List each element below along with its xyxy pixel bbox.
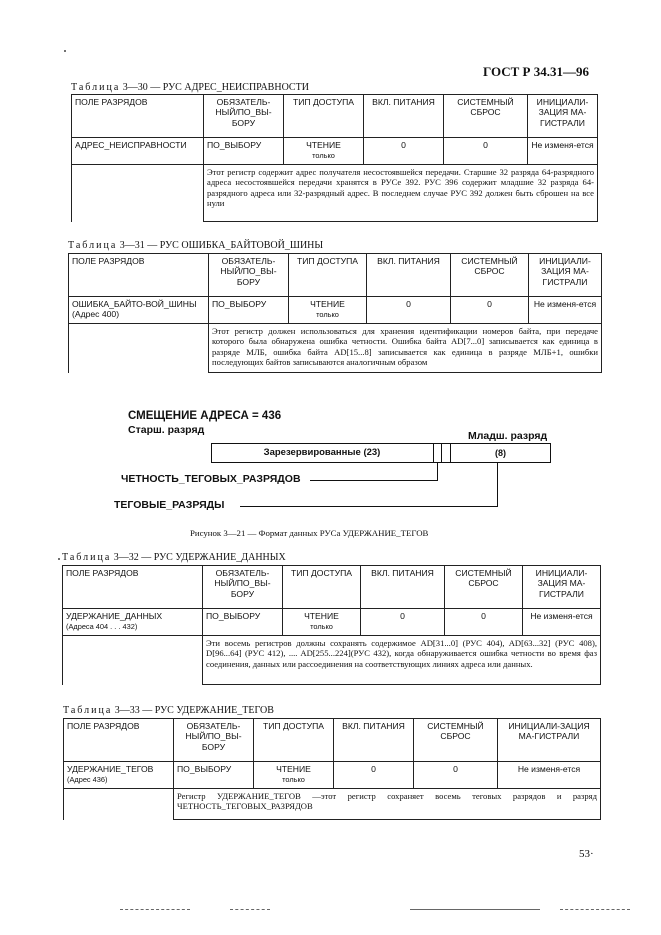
required-value: ПО_ВЫБОРУ: [174, 762, 254, 789]
header-access: ТИП ДОСТУПА: [283, 566, 361, 609]
access-value: ЧТЕНИЕ только: [254, 762, 334, 789]
required-value: ПО_ВЫБОРУ: [209, 297, 289, 324]
access-note: только: [282, 775, 305, 785]
description: Этот регистр должен использоваться для хранения идентификации номеров байта, при передаче которого была обнаружена ошибка четности. Ошибка байта AD[7...0] записывается как единица в разряде МЛБ, ошибка байта AD[15...8] записывается как единица в разряде МЛБ+1, ошибки последующих байтов записываются аналогичным образом: [209, 324, 602, 373]
access-value: ЧТЕНИЕ только: [283, 609, 361, 636]
header-required: ОБЯЗАТЕЛЬ-НЫЙ/ПО_ВЫ-БОРУ: [209, 254, 289, 297]
header-power: ВКЛ. ПИТАНИЯ: [367, 254, 451, 297]
table-31-label: Таблица: [68, 240, 118, 251]
header-required: ОБЯЗАТЕЛЬ-НЫЙ/ПО_ВЫ-БОРУ: [203, 566, 283, 609]
msb-label: Старш. разряд: [128, 424, 205, 436]
power-value: 0: [334, 762, 414, 789]
header-reset: СИСТЕМНЫЙ СБРОС: [444, 95, 528, 138]
header-init: ИНИЦИАЛИ-ЗАЦИЯ МА-ГИСТРАЛИ: [523, 566, 601, 609]
parity-connector-horizontal: [310, 480, 438, 481]
table-30: [71, 94, 598, 222]
reset-value: 0: [444, 138, 528, 165]
reset-value: 0: [451, 297, 529, 324]
header-required: ОБЯЗАТЕЛЬ-НЫЙ/ПО_ВЫ-БОРУ: [174, 719, 254, 762]
table-31: [68, 253, 602, 373]
table-32-label: Таблица: [62, 552, 112, 563]
init-value: Не изменя-ется: [523, 609, 601, 636]
header-power: ВКЛ. ПИТАНИЯ: [334, 719, 414, 762]
header-init: ИНИЦИАЛИ-ЗАЦИЯ МА-ГИСТРАЛИ: [528, 95, 598, 138]
blank-cell: [72, 165, 204, 222]
table-32-caption: [62, 552, 286, 563]
header-power: ВКЛ. ПИТАНИЯ: [361, 566, 445, 609]
access-value: ЧТЕНИЕ только: [289, 297, 367, 324]
description: Этот регистр содержит адрес получателя несостоявшейся передачи. Старшие 32 разряда 64-разрядного адреса несостоявшейся передачи хранятся в РУСе 392. РУС 396 содержит младшие 32 разряда 64-разрядного адреса или 32-разрядный адрес. В последнем случае РУС 392 должен быть сброшен на все нули: [204, 165, 598, 222]
scan-speck: [64, 50, 66, 52]
init-value: Не изменя-ется: [498, 762, 601, 789]
table-31-caption: [68, 240, 323, 251]
header-reset: СИСТЕМНЫЙ СБРОС: [451, 254, 529, 297]
table-33: [63, 718, 601, 820]
header-init: ИНИЦИАЛИ-ЗАЦИЯ МА-ГИСТРАЛИ: [529, 254, 602, 297]
header-power: ВКЛ. ПИТАНИЯ: [364, 95, 444, 138]
header-access: ТИП ДОСТУПА: [284, 95, 364, 138]
field-name: УДЕРЖАНИЕ_ДАННЫХ (Адреса 404 . . . 432): [63, 609, 203, 636]
parity-connector-vertical: [437, 463, 438, 481]
init-value: Не изменя-ется: [529, 297, 602, 324]
reset-value: 0: [414, 762, 498, 789]
description: Эти восемь регистров должны сохранять содержимое AD[31...0] (РУС 404), AD[63...32] (РУС 408), D[96...64] (РУС 412), .... AD[255...224](РУС 432), когда обнаруживается ошибка четности во время фаз соединения, данных или рассоединения на соответствующих линиях адреса или данных.: [203, 636, 601, 685]
table-30-title: 3—30 — РУС АДРЕС_НЕИСПРАВНОСТИ: [120, 82, 309, 93]
field-name: АДРЕС_НЕИСПРАВНОСТИ: [72, 138, 204, 165]
power-value: 0: [367, 297, 451, 324]
power-value: 0: [361, 609, 445, 636]
table-30-caption: [71, 82, 309, 93]
field-name: ОШИБКА_БАЙТО-ВОЙ_ШИНЫ (Адрес 400): [69, 297, 209, 324]
scan-speck: [58, 558, 60, 560]
access-note: только: [310, 622, 333, 632]
table-33-caption: [63, 705, 274, 716]
scan-edge-mark: [230, 909, 270, 910]
table-32: [62, 565, 601, 685]
required-value: ПО_ВЫБОРУ: [203, 609, 283, 636]
blank-cell: [69, 324, 209, 373]
page-number: 53·: [579, 848, 594, 860]
description: Регистр УДЕРЖАНИЕ_ТЕГОВ —этот регистр сохраняет восемь теговых разрядов и разряд ЧЕТНОСТЬ_ТЕГОВЫХ_РАЗРЯДОВ: [174, 789, 601, 820]
table-32-title: 3—32 — РУС УДЕРЖАНИЕ_ДАННЫХ: [111, 552, 286, 563]
scan-edge-mark: [410, 909, 540, 910]
access-note: только: [316, 310, 339, 320]
field-name: УДЕРЖАНИЕ_ТЕГОВ (Адрес 436): [64, 762, 174, 789]
lsb-label: Младш. разряд: [468, 430, 548, 442]
access-note: только: [312, 151, 335, 161]
header-reset: СИСТЕМНЫЙ СБРОС: [445, 566, 523, 609]
field-note: (Адрес 400): [72, 309, 120, 320]
tags-connector-vertical: [497, 463, 498, 506]
table-33-label: Таблица: [63, 705, 113, 716]
tag-bits-field: (8): [495, 448, 506, 458]
table-31-title: 3—31 — РУС ОШИБКА_БАЙТОВОЙ_ШИНЫ: [117, 240, 324, 251]
tags-connector-horizontal: [240, 506, 498, 507]
field-note: (Адреса 404 . . . 432): [66, 622, 138, 632]
header-required: ОБЯЗАТЕЛЬ-НЫЙ/ПО_ВЫ-БОРУ: [204, 95, 284, 138]
header-field: ПОЛЕ РАЗРЯДОВ: [69, 254, 209, 297]
scan-edge-mark: [560, 909, 630, 910]
table-30-label: Таблица: [71, 82, 121, 93]
header-access: ТИП ДОСТУПА: [254, 719, 334, 762]
header-field: ПОЛЕ РАЗРЯДОВ: [63, 566, 203, 609]
figure-caption: Рисунок 3—21 — Формат данных РУСа УДЕРЖАНИЕ_ТЕГОВ: [190, 528, 429, 538]
parity-label: ЧЕТНОСТЬ_ТЕГОВЫХ_РАЗРЯДОВ: [121, 473, 301, 485]
scan-edge-mark: [120, 909, 190, 910]
init-value: Не изменя-ется: [528, 138, 598, 165]
field-note: (Адрес 436): [67, 775, 108, 785]
required-value: ПО_ВЫБОРУ: [204, 138, 284, 165]
reserved-field: Зарезервированные (23): [263, 447, 381, 458]
tags-label: ТЕГОВЫЕ_РАЗРЯДЫ: [114, 499, 225, 511]
reset-value: 0: [445, 609, 523, 636]
offset-title: СМЕЩЕНИЕ АДРЕСА = 436: [128, 410, 282, 422]
standard-number: ГОСТ Р 34.31—96: [483, 64, 589, 79]
blank-cell: [64, 789, 174, 820]
header-reset: СИСТЕМНЫЙ СБРОС: [414, 719, 498, 762]
header-init: ИНИЦИАЛИ-ЗАЦИЯ МА-ГИСТРАЛИ: [498, 719, 601, 762]
header-field: ПОЛЕ РАЗРЯДОВ: [64, 719, 174, 762]
header-access: ТИП ДОСТУПА: [289, 254, 367, 297]
table-33-title: 3—33 — РУС УДЕРЖАНИЕ_ТЕГОВ: [112, 705, 274, 716]
access-value: ЧТЕНИЕ только: [284, 138, 364, 165]
header-field: ПОЛЕ РАЗРЯДОВ: [72, 95, 204, 138]
parity-bit-cell: [433, 443, 442, 463]
blank-cell: [63, 636, 203, 685]
power-value: 0: [364, 138, 444, 165]
